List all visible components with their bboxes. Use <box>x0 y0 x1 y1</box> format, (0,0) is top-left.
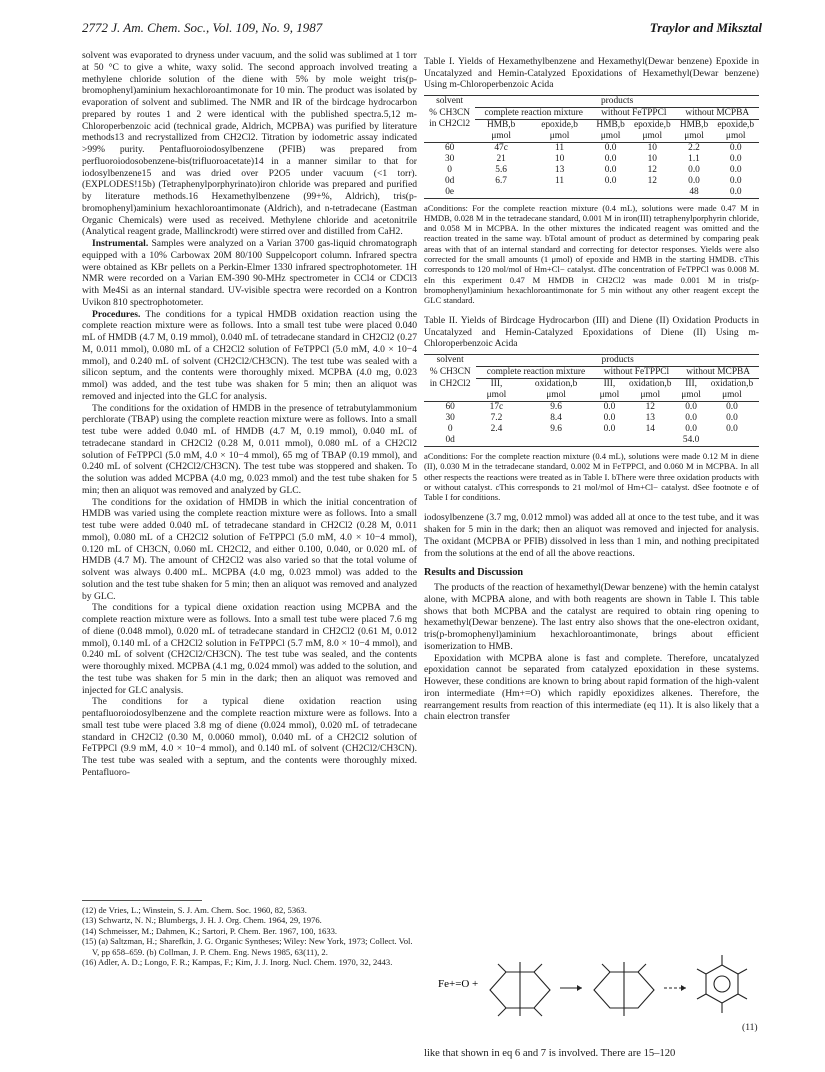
table-cell <box>527 187 592 199</box>
table2 <box>424 354 759 447</box>
table1-subhead: HMB,b <box>679 119 709 130</box>
table-cell: 60 <box>444 142 455 153</box>
table-cell <box>517 435 596 447</box>
table2-unit: μmol <box>623 390 677 402</box>
journal-citation: 2772 J. Am. Chem. Soc., Vol. 109, No. 9, 1987 <box>82 20 323 35</box>
table-row <box>424 424 759 435</box>
table-row <box>424 176 759 187</box>
table2-title: Table II. Yields of Birdcage Hydrocarbon (III) and Diene (II) Oxidation Products in Uncatalyzed and Hemin-Catalyzed Epoxidations of Diene (II) Using m-Chloroperbenzoic Acida <box>424 315 759 350</box>
table-cell: 0.0 <box>685 412 697 423</box>
table-cell: 11 <box>555 175 565 186</box>
table-cell: 0.0 <box>729 175 742 186</box>
table2-subhead: III, <box>685 378 697 389</box>
table-cell: 12 <box>647 164 657 175</box>
footnote-14: (14) Schmeisser, M.; Dahmen, K.; Sartori, P. Chem. Ber. 1967, 100, 1633. <box>82 925 338 936</box>
table-cell: 14 <box>645 423 655 434</box>
table1-notes: aConditions: For the complete reaction mixture (0.4 mL), solutions were made 0.47 M in HMDB, 0.028 M in the tetradecane standard, 0.001 M in iron(III) tetraphenylporphyrin chloride, and 0.058 M in MCPBA. In the other mixtures the indicated reagent was omitted and the reaction treated in the same way. bTotal amount of product as determined by comparing peak areas with that of an internal standard and correcting for detector responses. Yields were also corrected for the small amounts (1 μmol) of epoxide and HMB in the starting HMDB. cThis corresponds to 120 mol/mol of Hm+Cl− catalyst. dThe concentration of FeTPPCl was 0.008 M. eIn this experiment 0.47 M HMDB in CH2Cl2 was made 0.001 M in tris(p-bromophenyl)aminium hexachloroantimonate for 5 min without any other reagent except the GLC standard. <box>424 202 759 306</box>
footnote-13: (13) Schwartz, N. N.; Blumbergs, J. H. J. Org. Chem. 1964, 29, 1976. <box>82 915 322 926</box>
footnote-rule <box>82 900 202 901</box>
table-cell: 30 <box>445 412 455 423</box>
footnote-16: (16) Adler, A. D.; Longo, F. R.; Kampas, F.; Kim, J. J. Inorg. Nucl. Chem. 1970, 32, 2443. <box>82 957 393 968</box>
paragraph-tbap: The conditions for the oxidation of HMDB in the presence of tetrabutylammonium perchlorate (TBAP) using the complete reaction mixture were as follows. Into a small test tube were added 0.040 mL of HMDB (4.7 M, 0.19 mmol), 0.040 mL of tetradecane standard in CH2Cl2 (0.28 M, 0.011 mmol), 0.080 mL of a CH2Cl2 solution of FeTPPCl (5.0 mM, 4.0 × 10−4 mmol), 65 mg of TBAP (0.19 mmol), and 0.240 mL of solvent (CH2Cl2/CH3CN). The test tube was stoppered and shaken. To the solution was added MCPBA (4.0 mg, 0.023 mmol) and the test tube shaken for 5 min; then an aliquot was removed and analyzed by GLC. <box>82 402 417 496</box>
table2-subhead: oxidation,b <box>629 378 672 389</box>
table1-unit: μmol <box>712 131 759 143</box>
paragraph-continuation: iodosylbenzene (3.7 mg, 0.012 mmol) was added all at once to the test tube, and it was shaken for 5 min in the dark; then an aliquot was removed and injected for analysis. The oxidant (MCPBA or PFIB) dissolved in less than 1 min, and nothing precipitated from the solutions at the end of all the above reactions. <box>424 512 759 559</box>
table2-subhead: oxidation,b <box>710 378 754 389</box>
table-cell: 0e <box>424 187 475 199</box>
table2-group-complete: complete reaction mixture <box>476 366 595 378</box>
table-cell: 11 <box>555 142 565 153</box>
equation-11 <box>424 932 759 1042</box>
right-column <box>424 50 759 723</box>
table2-subhead: III, <box>490 378 503 389</box>
equation-number: (11) <box>742 1022 758 1033</box>
table1-solvent-label: solvent <box>424 95 475 107</box>
paragraph-results-1: The products of the reaction of hexamethyl(Dewar benzene) with the hemin catalyst alone, with MCPBA alone, and with both reagents are shown in Table I. This table shows that both MCPBA and the catalyst are required to obtain ring opening to hexamethyl(Dewar benzene). The last entry also shows that the one-electron oxidant, tris(p-bromophenyl)aminium hexachloroantimonate, brings about efficient isomerization to HMB. <box>424 582 759 652</box>
table-cell <box>705 435 759 447</box>
table-cell: 1.1 <box>688 153 700 164</box>
table1-subhead: HMB,b <box>486 119 516 130</box>
table-cell: 60 <box>445 401 455 412</box>
table2-unit: μmol <box>677 390 705 402</box>
table-cell: 2.2 <box>688 142 700 153</box>
section-title-results: Results and Discussion <box>424 567 524 579</box>
table2-products-label: products <box>476 354 759 366</box>
table1-subhead: epoxide,b <box>633 119 671 130</box>
table-cell: 17c <box>489 401 504 412</box>
table-cell: 0d <box>444 175 455 186</box>
table2-unit: μmol <box>476 390 516 402</box>
table1-products-label: products <box>475 95 759 107</box>
table2-unit: μmol <box>596 390 624 402</box>
table-cell <box>629 187 675 199</box>
table1-group-no-mcpba: without MCPBA <box>676 107 759 119</box>
table-cell: 8.4 <box>550 412 562 423</box>
table-cell: 0.0 <box>603 423 616 434</box>
table-cell: 0d <box>424 435 476 447</box>
table-cell: 0 <box>447 164 452 175</box>
table-row <box>424 142 759 154</box>
footnote-15: (15) (a) Saltzman, H.; Sharefkin, J. G. Organic Syntheses; Wiley: New York, 1973; Collect. Vol. V, pp 658–659. (b) Collman, J. P. Chem. Eng. News 1985, 63(11), 2. <box>82 936 413 957</box>
table-row <box>424 413 759 424</box>
footnote-12: (12) de Vries, L.; Winstein, S. J. Am. Chem. Soc. 1960, 82, 5363. <box>82 905 307 915</box>
table-cell <box>475 187 527 199</box>
table-row <box>424 435 759 447</box>
iron-oxo-label: Fe+=O <box>438 978 470 990</box>
table1-title: Table I. Yields of Hexamethylbenzene and Hexamethyl(Dewar benzene) Epoxide in Uncatalyzed and Hemin-Catalyzed Epoxidations of Hexamethyl(Dewar benzene) Using m-Chloroperbenzoic Acida <box>424 56 759 90</box>
table1-unit: μmol <box>676 131 713 143</box>
instrumental-text: Samples were analyzed on a Varian 3700 gas-liquid chromatograph equipped with a 10% Carbowax 20M 80/100 Suppelcoport column. Infrared spectra were obtained as KBr pellets on a Perkin-Elmer 1330 infrared spectrophotometer. 1H NMR were recorded on a Varian EM-390 90-MHz spectrometer in CCl4 or CDCl3 with Me4Si as an internal standard. UV-visible spectra were recorded on a Kontron Uvikon 810 spectrophotometer. <box>82 238 417 308</box>
table-cell: 12 <box>647 175 657 186</box>
table-cell: 5.6 <box>495 164 507 175</box>
table2-notes: aConditions: For the complete reaction mixture (0.4 mL), solutions were made 0.12 M in diene (II), 0.030 M in the tetradecane standard, 0.002 M in FeTPPCl, and 0.060 M in MCPBA. In all other respects the reactions were treated as in Table I. bThere were three oxidation products with or without catalyst. cThis corresponds to 21 mol/mol of Hm+Cl− catalyst. dSee footnote e of Table I for conditions. <box>424 450 759 503</box>
table1-subhead: epoxide,b <box>717 119 755 130</box>
table-cell: 0.0 <box>604 142 617 153</box>
table-cell: 30 <box>444 153 455 164</box>
table-cell: 0.0 <box>712 187 759 199</box>
paragraph-instrumental <box>82 238 417 309</box>
table-cell: 10 <box>554 153 565 164</box>
table-cell: 9.6 <box>550 423 562 434</box>
table-cell: 0.0 <box>729 142 742 153</box>
paragraph-diene-mcpba: The conditions for a typical diene oxidation reaction using MCPBA and the complete reaction mixture were as follows. Into a small test tube were placed 7.6 mg of diene (0.048 mmol), 0.020 mL of tetradecane standard in CH2Cl2 (0.61 M, 0.012 mmol), 0.140 mL of a CH2Cl2 solution in FeTPPCl (5.7 mM, 8.0 × 10−4 mmol), and 0.240 mL of solvent (CH2Cl2/CH3CN). The test tube was sealed, and the contents were thoroughly mixed. MCPBA (4.1 mg, 0.024 mmol) was added to the solution, and the test tube was shaken for 5 min in the dark; then an aliquot was removed and injected for GLC analysis. <box>82 602 417 696</box>
table1-unit: μmol <box>592 131 629 143</box>
table2-unit: μmol <box>517 390 596 402</box>
table-cell: 6.7 <box>495 175 507 186</box>
table-cell <box>592 187 629 199</box>
table-cell: 13 <box>645 412 655 423</box>
table-cell: 0.0 <box>685 401 697 412</box>
table-cell: 7.2 <box>490 412 503 423</box>
procedures-heading: Procedures. <box>92 308 141 320</box>
table-cell: 47c <box>494 142 508 153</box>
table-row <box>424 187 759 199</box>
table-cell: 48 <box>676 187 713 199</box>
table-cell: 10 <box>647 142 657 153</box>
table-cell: 0.0 <box>726 423 738 434</box>
table2-subhead: oxidation,b <box>534 378 578 389</box>
paragraph-diene-pfib: The conditions for a typical diene oxidation reaction using pentafluoroiodosylbenzene and the complete reaction mixture were as follows. Into a small test tube were placed 3.8 mg of diene (0.024 mmol), 0.020 mL of tetradecane standard in CH2Cl2 (0.30 M, 0.0060 mmol), 0.040 mL of a CH2Cl2 solution of FeTPPCl (9.9 mM, 4.0 × 10−4 mmol), and 0.140 mL of solvent (CH2Cl2/CH3CN). The test tube was sealed with a septum, and the contents were thoroughly mixed. Pentafluoro- <box>82 696 417 778</box>
table1-subhead: HMB,b <box>596 119 625 130</box>
hexamethylbenzene-structure <box>697 955 747 1013</box>
table2-solvent-label: solvent <box>424 354 476 366</box>
dewar-benzene-structure <box>490 962 550 1016</box>
table1-solvent-sub2: in CH2Cl2 <box>429 119 471 130</box>
arrowhead-1 <box>577 985 582 991</box>
table-cell: 9.6 <box>550 401 562 412</box>
table-cell: 0.0 <box>603 401 616 412</box>
equation-11-scheme <box>424 932 759 1032</box>
table-row <box>424 401 759 413</box>
table-row <box>424 165 759 176</box>
paragraph-results-2: Epoxidation with MCPBA alone is fast and complete. Therefore, uncatalyzed epoxidation cannot be separated from catalyzed epoxidation in these systems. However, these conditions are known to bring about rapid formation of the high-valent iron intermediate (Hm+=O) which rapidly epoxidizes alkenes. Therefore, the rearrangement results from reaction of this intermediate (eq 11). It is also likely that a chain electron transfer <box>424 652 759 723</box>
instrumental-heading: Instrumental. <box>92 238 149 249</box>
paragraph-hmdb-varied: The conditions for the oxidation of HMDB in which the initial concentration of HMDB was varied using the complete reaction mixture were as follows. Into a small test tube were added 0.040 mL of tetradecane standard in CH2Cl2 (0.28 M, 0.011 mmol), 0.080 mL of a CH2Cl2 solution of FeTPPCl (5.0 mM, 4.0 × 10−4 mmol), 0.120 mL of CH3CN, 0.060 mL CH2Cl2, and either 0.100, 0.040, or 0.020 mL of HMDB (4.7 M). The amount of CH2Cl2 was also varied so that the total volume of solvent was always 0.400 mL. MCPBA (4.0 mg, 0.023 mmol) was added to the solution and the test tube shaken for 5 min; then an aliquot was removed and analyzed by GLC. <box>82 496 417 602</box>
table-cell: 0 <box>447 423 453 434</box>
table-cell: 54.0 <box>677 435 705 447</box>
table-cell: 10 <box>647 153 657 164</box>
table2-solvent-sub1: % CH3CN <box>429 366 471 377</box>
table-cell: 0.0 <box>688 164 700 175</box>
table2-solvent-sub2: in CH2Cl2 <box>429 378 471 389</box>
paragraph-procedures <box>82 309 417 403</box>
author-names: Traylor and Miksztal <box>649 20 762 35</box>
left-column <box>82 50 417 779</box>
table2-body <box>424 401 759 446</box>
table1-group-complete: complete reaction mixture <box>475 107 592 119</box>
table-cell <box>476 435 516 447</box>
table-cell: 0.0 <box>685 423 697 434</box>
table1-unit: μmol <box>527 131 592 143</box>
table-cell: 0.0 <box>688 175 700 186</box>
table-cell <box>596 435 624 447</box>
radical-cation-structure <box>594 962 654 1016</box>
footnotes <box>82 900 417 967</box>
table1-unit: μmol <box>475 131 527 143</box>
table1-subhead: epoxide,b <box>541 119 578 130</box>
plus-sign: + <box>472 978 479 990</box>
table1-unit: μmol <box>629 131 675 143</box>
table-cell: 0.0 <box>604 175 617 186</box>
table1-body <box>424 142 759 198</box>
table-cell: 0.0 <box>603 412 616 423</box>
table1 <box>424 95 759 199</box>
table-cell: 0.0 <box>604 164 617 175</box>
table-cell: 0.0 <box>729 153 742 164</box>
procedures-text: The conditions for a typical HMDB oxidation reaction using the complete reaction mixture were as follows. Into a small test tube were placed 0.040 mL of HMDB (4.7 M, 0.19 mmol), 0.040 mL of tetradecane standard in CH2Cl2 (0.27 M, 0.011 mmol), 0.080 mL of a CH2Cl2 solution of FeTPPCl (5.0 mM, 4.0 × 10−4 mmol), and 0.240 mL of solvent (CH2Cl2/CH3CN). The test tube was sealed with a silicon septum, and the contents were thoroughly mixed. MCPBA (4.0 mg, 0.023 mmol) was added, and the test tube was shaken for 5 min; then an aliquot was removed and injected into the GLC for analysis. <box>82 308 417 402</box>
table-cell: 0.0 <box>726 412 738 423</box>
table1-group-no-fetppcl: without FeTPPCl <box>592 107 675 119</box>
table2-group-no-fetppcl: without FeTPPCl <box>596 366 678 378</box>
table-cell: 0.0 <box>604 153 617 164</box>
table-cell: 21 <box>496 153 506 164</box>
table2-subhead: III, <box>603 378 616 389</box>
table2-unit: μmol <box>705 390 759 402</box>
table-cell: 13 <box>554 164 565 175</box>
table-cell: 0.0 <box>729 164 742 175</box>
table-row <box>424 154 759 165</box>
table-cell: 12 <box>645 401 655 412</box>
table2-group-no-mcpba: without MCPBA <box>677 366 759 378</box>
table1-solvent-sub1: % CH3CN <box>429 107 471 118</box>
arrowhead-2 <box>681 985 686 991</box>
table-cell <box>623 435 677 447</box>
table-cell: 0.0 <box>726 401 738 412</box>
table-cell: 2.4 <box>490 423 503 434</box>
page-header <box>82 20 762 38</box>
closing-line: like that shown in eq 6 and 7 is involved. There are 15–120 <box>424 1048 676 1059</box>
paragraph-materials: solvent was evaporated to dryness under vacuum, and the solid was sublimed at 1 torr at 50 °C to give a white, waxy solid. The second approach involved treating a methylene chloride solution of the diene with 5% by mole weight tris(p-bromophenyl)aminium hexachloroantimonate for 10 min. The product was isolated by evaporation of solvent and sublimed. The NMR and IR of the birdcage hydrocarbon prepared by routes 1 and 2 were identical with the published spectra.5,12 m-Chloroperbenzoic acid (technical grade, Aldrich, MCPBA) was purified by literature methods13 and recrystallized from CH2Cl2. Titration by iodometric assay indicated >99% purity. Pentafluoroiodosylbenzene (PFIB) was prepared from perfluoroiodosobenzene-bis(trifluoroacetate)14 in a manner similar to that for iodosylbenzene15 and was dried over P2O5 under vacuum (<1 torr). (EXPLODES!15b) (Tetraphenylporphyrinato)iron chloride was prepared and purified by literature methods.16 Hexamethylbenzene (99+%, Aldrich), tris(p-bromophenyl)aminium hexachloroantimonate (Aldrich), and n-tetradecane (Eastman Organic Chemicals) were used as received. Methylene chloride and acetonitrile (Analytical reagent grade, Mallinckrodt) were stirred over and distilled from CaH2. <box>82 50 417 238</box>
